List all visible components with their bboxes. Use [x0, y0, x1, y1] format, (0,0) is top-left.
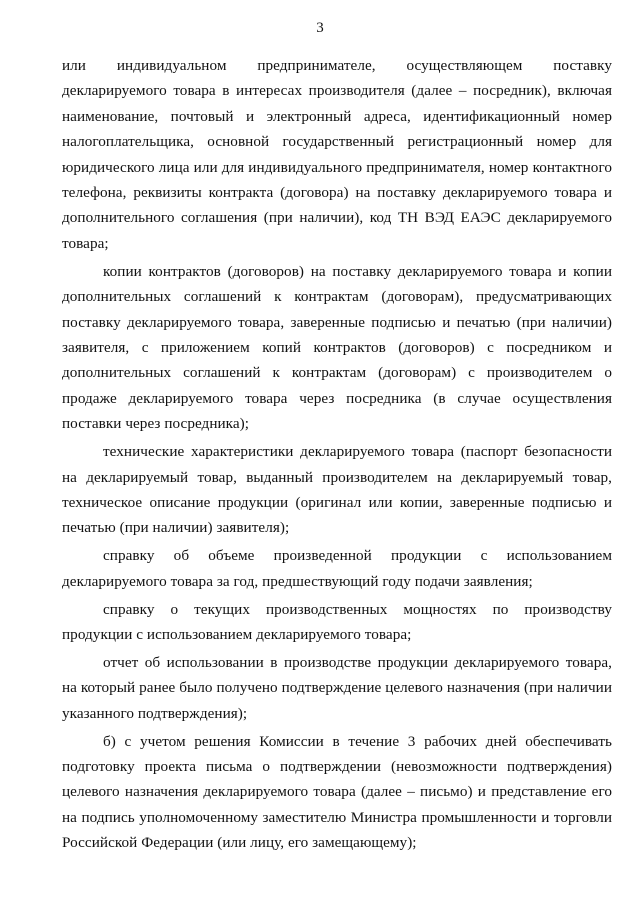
paragraph-technical-characteristics: технические характеристики декларируемого товара (паспорт безопасности на декларируемый товар, выданный производителем на декларируемый товар, техническое описание продукции (оригинал или копии, заверенные подписью и печатью (при наличии) заявителя); — [62, 443, 612, 537]
paragraph-production-capacity: справку о текущих производственных мощностях по производству продукции с использованием декларируемого товара; — [62, 600, 612, 643]
document-body — [62, 53, 612, 856]
paragraph-usage-report: отчет об использовании в производстве продукции декларируемого товара, на который ранее было получено подтверждение целевого назначения (при наличии указанного подтверждения); — [62, 653, 612, 722]
paragraph-intermediary-details: или индивидуальном предпринимателе, осуществляющем поставку декларируемого товара в интересах производителя (далее – посредник), включая наименование, почтовый и электронный адреса, идентификационный номер налогоплательщика, основной государственный регистрационный номер для юридического лица или для индивидуального предпринимателя, номер контактного телефона, реквизиты контракта (договора) на поставку декларируемого товара и дополнительного соглашения (при наличии), код ТН ВЭД ЕАЭС декларируемого товара; — [62, 57, 612, 252]
page-number: 3 — [316, 20, 324, 36]
paragraph-contract-copies: копии контрактов (договоров) на поставку декларируемого товара и копии дополнительных соглашений к контрактам (договорам), предусматривающих поставку декларируемого товара, заверенные подписью и печатью (при наличии) заявителя, с приложением копий контрактов (договоров) с посредником и дополнительных соглашений к контрактам (договорам) с производителем о продаже декларируемого товара через посредника (в случае осуществления поставки через посредника); — [62, 262, 612, 433]
paragraph-production-volume: справку об объеме произведенной продукции с использованием декларируемого товара за год, предшествующий году подачи заявления; — [62, 547, 612, 590]
paragraph-item-b: б) с учетом решения Комиссии в течение 3 рабочих дней обеспечивать подготовку проекта письма о подтверждении (невозможности подтверждения) целевого назначения декларируемого товара (далее – письмо) и представление его на подпись уполномоченному заместителю Министра промышленности и торговли Российской Федерации (или лицу, его замещающему); — [62, 732, 612, 852]
